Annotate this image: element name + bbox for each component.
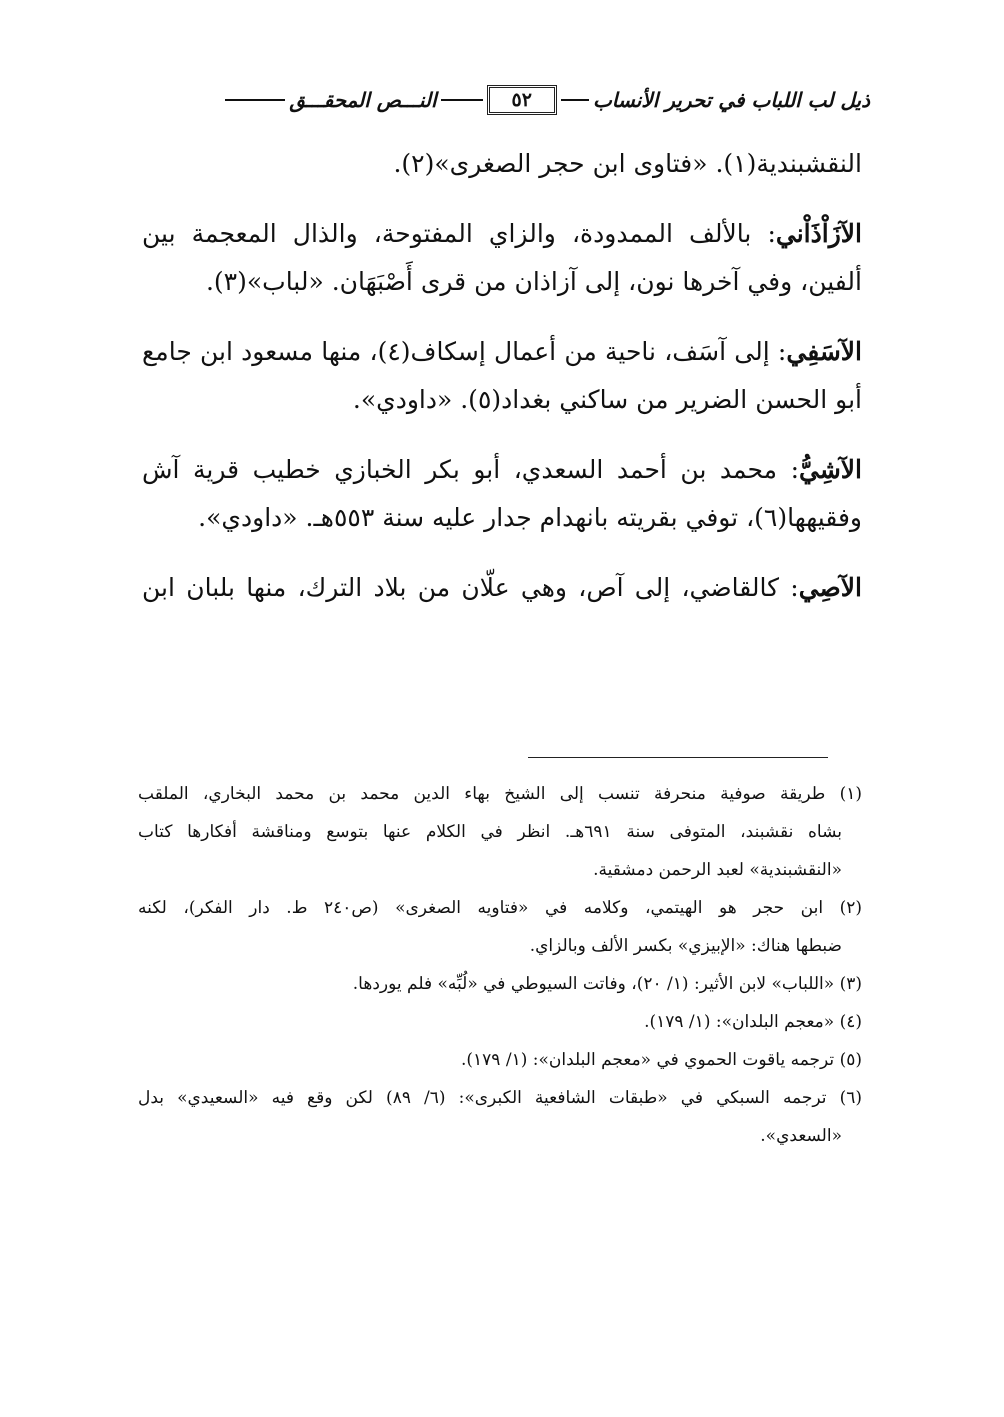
footnote-4 — [138, 1003, 862, 1041]
section-title: النـــص المحقـــق — [289, 88, 437, 112]
entry-term: الآصِي — [798, 573, 862, 602]
footnote-text: طريقة صوفية منحرفة تنسب إلى الشيخ بهاء الدين محمد بن محمد البخاري، الملقب — [138, 784, 826, 804]
entry-ashi — [142, 446, 862, 542]
entry-term: الآسَفِي — [786, 337, 862, 366]
footnote-line: «السعدي». — [760, 1126, 842, 1146]
entry-line — [142, 210, 862, 258]
footnotes — [138, 775, 862, 1155]
entry-line — [142, 328, 862, 376]
entry-asi — [142, 564, 862, 612]
entry-line: أبو الحسن الضرير من ساكني بغداد(٥). «داودي». — [352, 385, 862, 414]
book-title: ذيل لب اللباب في تحرير الأنساب — [592, 88, 870, 112]
main-text — [142, 140, 862, 612]
header-rule — [225, 99, 285, 101]
footnote-line: بشاه نقشبند، المتوفى سنة ٦٩١هـ. انظر في الكلام عنها بتوسع ومناقشة أفكارها كتاب — [138, 822, 842, 842]
footnote-number: (٣) — [839, 974, 862, 994]
footnote-line — [138, 1079, 862, 1117]
footnote-text: «اللباب» لابن الأثير: (١/ ٢٠)، وفاتت السيوطي في «لُبِّه» فلم يوردها. — [352, 974, 835, 994]
footnote-number: (٤) — [839, 1012, 862, 1032]
footnote-number: (٢) — [839, 898, 862, 918]
footnote-number: (١) — [839, 784, 862, 804]
footnote-1 — [138, 775, 862, 889]
entry-line: وفقيهها(٦)، توفي بقريته بانهدام جدار عليه سنة ٥٥٣هـ. «داودي». — [198, 503, 862, 532]
entry-text: : كالقاضي، إلى آص، وهي علّان من بلاد الترك، منها بلبان ابن — [142, 573, 799, 602]
footnote-text: ترجمه ياقوت الحموي في «معجم البلدان»: (١/ ١٧٩). — [460, 1050, 835, 1070]
footnote-3 — [138, 965, 862, 1003]
page-header — [150, 85, 870, 115]
entry-line: ألفين، وفي آخرها نون، إلى آزاذان من قرى أَصْبَهَان. «لباب»(٣). — [205, 267, 862, 296]
page-number: ٥٢ — [487, 85, 557, 115]
entry-text: : محمد بن أحمد السعدي، أبو بكر الخبازي خطيب قرية آش — [142, 455, 799, 484]
footnote-6 — [138, 1079, 862, 1155]
entry-term: الآزَاْذَاْني — [775, 219, 862, 248]
header-rule — [441, 99, 483, 101]
footnote-2 — [138, 889, 862, 965]
footnote-number: (٥) — [839, 1050, 862, 1070]
entry-line — [142, 564, 862, 612]
header-rule — [561, 99, 589, 101]
footnote-text: ترجمه السبكي في «طبقات الشافعية الكبرى»: (٦/ ٨٩) لكن وقع فيه «السعيدي» بدل — [138, 1088, 827, 1108]
footnote-text: ابن حجر هو الهيتمي، وكلامه في «فتاويه الصغرى» (ص٢٤٠ ط. دار الفكر)، لكنه — [138, 898, 824, 918]
entry-line — [142, 446, 862, 494]
footnote-line — [138, 965, 862, 1003]
intro-line: النقشبندية(١). «فتاوى ابن حجر الصغرى»(٢). — [393, 149, 862, 178]
entry-text: : إلى آسَف، ناحية من أعمال إسكاف(٤)، منها مسعود ابن جامع — [142, 337, 787, 366]
footnote-line — [138, 1041, 862, 1079]
footnote-line: ضبطها هناك: «الإبيزي» بكسر الألف وبالزاي. — [529, 936, 842, 956]
footnote-line — [138, 1003, 862, 1041]
entry-term: الآشِيُّ — [799, 455, 862, 484]
footnote-text: «معجم البلدان»: (١/ ١٧٩). — [644, 1012, 835, 1032]
footnote-number: (٦) — [839, 1088, 863, 1108]
entry-asafi — [142, 328, 862, 424]
entry-azadhani — [142, 210, 862, 306]
footnote-5 — [138, 1041, 862, 1079]
footnote-line — [138, 889, 862, 927]
footnote-separator — [528, 757, 828, 758]
entry-text: : بالألف الممدودة، والزاي المفتوحة، والذال المعجمة بين — [142, 219, 776, 248]
footnote-line: «النقشبندية» لعبد الرحمن دمشقية. — [593, 860, 842, 880]
footnote-line — [138, 775, 862, 813]
